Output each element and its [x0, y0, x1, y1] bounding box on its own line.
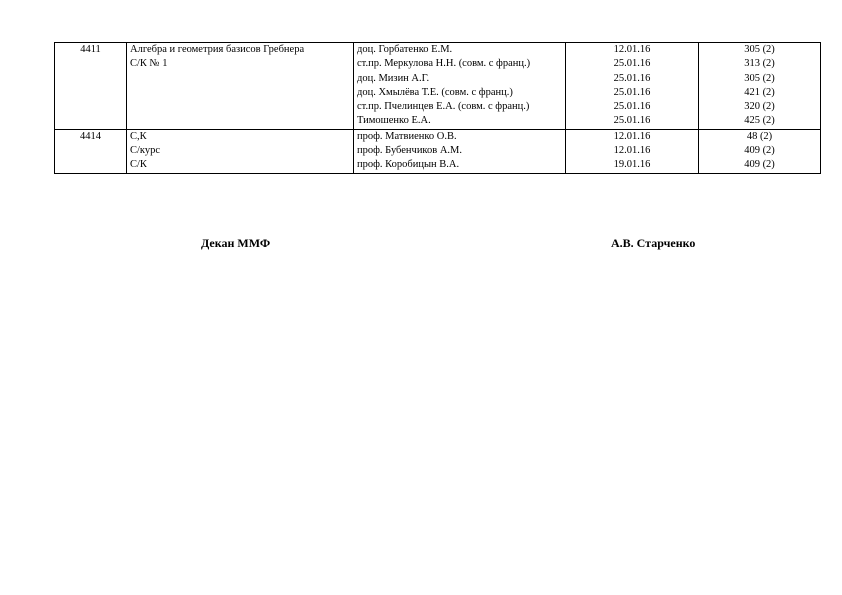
subject-line: Алгебра и геометрия базисов Гребнера	[130, 44, 305, 55]
room-cell	[699, 129, 821, 173]
signature-position: Декан ММФ	[201, 236, 271, 250]
table-row	[55, 129, 821, 173]
group-number: 4411	[80, 44, 101, 55]
teacher-line: ст.пр. Меркулова Н.Н. (совм. с франц.)	[357, 58, 531, 70]
signature-name: А.В. Старченко	[611, 236, 696, 250]
room-line: 409 (2)	[744, 145, 775, 157]
teacher-line: ст.пр. Пчелинцев Е.А. (совм. с франц.)	[357, 101, 530, 113]
date-line: 25.01.16	[613, 72, 651, 84]
teacher-cell	[354, 129, 566, 173]
date-cell	[566, 129, 699, 173]
room-line: 320 (2)	[744, 101, 775, 113]
date-cell	[566, 43, 699, 130]
subject-line: С/курс	[130, 145, 161, 157]
date-line: 25.01.16	[613, 115, 651, 127]
room-line: 409 (2)	[744, 159, 775, 171]
exam-schedule-table	[54, 42, 821, 174]
date-line: 25.01.16	[613, 86, 651, 98]
group-number-cell	[55, 129, 127, 173]
subject-line: С,К	[130, 130, 147, 142]
teacher-line: проф. Матвиенко О.В.	[357, 130, 457, 142]
subject-cell	[127, 43, 354, 130]
date-line: 19.01.16	[613, 159, 651, 171]
teacher-line: проф. Бубенчиков А.М.	[357, 145, 463, 157]
group-number: 4414	[80, 130, 101, 142]
room-line: 305 (2)	[744, 72, 775, 84]
teacher-cell	[354, 43, 566, 130]
teacher-line: Тимошенко Е.А.	[357, 115, 431, 127]
subject-line: С/К № 1	[130, 58, 168, 70]
date-line: 12.01.16	[613, 130, 651, 142]
room-line: 305 (2)	[744, 44, 775, 55]
subject-line: С/К	[130, 159, 147, 171]
subject-cell	[127, 129, 354, 173]
room-cell	[699, 43, 821, 130]
room-line: 48 (2)	[746, 130, 773, 142]
room-line: 421 (2)	[744, 86, 775, 98]
date-line: 12.01.16	[613, 145, 651, 157]
teacher-line: доц. Горбатенко Е.М.	[357, 44, 453, 55]
teacher-line: доц. Мизин А.Г.	[357, 72, 430, 84]
date-line: 25.01.16	[613, 101, 651, 113]
room-line: 313 (2)	[744, 58, 775, 70]
teacher-line: доц. Хмылёва Т.Е. (совм. с франц.)	[357, 86, 513, 98]
table-row	[55, 43, 821, 130]
date-line: 25.01.16	[613, 58, 651, 70]
group-number-cell	[55, 43, 127, 130]
teacher-line: проф. Коробицын В.А.	[357, 159, 460, 171]
date-line: 12.01.16	[613, 44, 651, 55]
room-line: 425 (2)	[744, 115, 775, 127]
